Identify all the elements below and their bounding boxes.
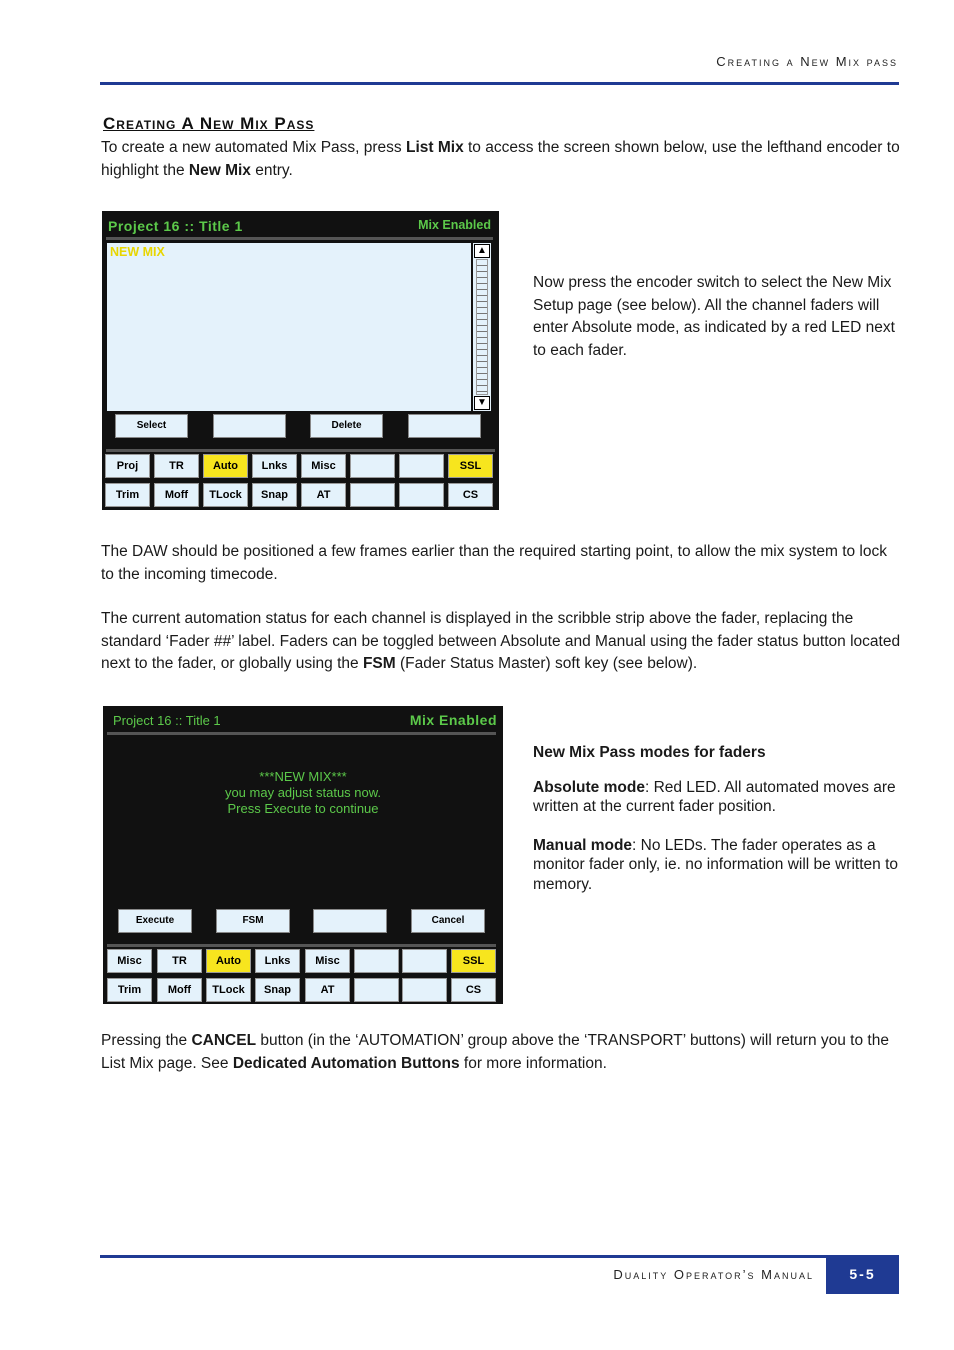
cancel-softkey[interactable]: Cancel <box>411 909 485 933</box>
key-lnks[interactable]: Lnks <box>252 454 297 478</box>
header-rule <box>100 82 899 85</box>
blank-softkey-3[interactable] <box>313 909 387 933</box>
list-item-new-mix[interactable]: NEW MIX <box>110 245 165 259</box>
modes-heading: New Mix Pass modes for faders <box>533 744 766 761</box>
key-tr[interactable]: TR <box>157 949 202 973</box>
mix-list[interactable] <box>107 243 471 411</box>
key-cs[interactable]: CS <box>451 978 496 1002</box>
key-ssl[interactable]: SSL <box>451 949 496 973</box>
intro-paragraph <box>101 137 901 182</box>
footer-manual-title: Duality Operator’s Manual <box>613 1267 814 1282</box>
key-moff[interactable]: Moff <box>154 483 199 507</box>
fader-modes-panel <box>533 743 901 894</box>
key-auto[interactable]: Auto <box>206 949 251 973</box>
key-tr[interactable]: TR <box>154 454 199 478</box>
intro-text-2: to access the screen shown below, use the lefthand encoder to highlight the <box>101 139 900 179</box>
key-ssl[interactable]: SSL <box>448 454 493 478</box>
key-blank-2[interactable] <box>399 454 444 478</box>
status-text-1: The current automation status for each channel is displayed in the scribble strip above the fader, replacing the standard ‘Fader ##’ label. Faders can be toggled between Absolute and Manual using the fader status button located next to the fader, or globally using the <box>101 610 901 672</box>
screen2-divider <box>107 732 496 735</box>
screen2-key-separator <box>107 944 496 947</box>
key-trim[interactable]: Trim <box>105 483 150 507</box>
key-blank-1[interactable] <box>354 949 399 973</box>
cancel-text-2: button (in the ‘AUTOMATION’ group above the ‘TRANSPORT’ buttons) will return you to the List Mix page. See <box>101 1032 889 1072</box>
daw-paragraph: The DAW should be positioned a few frames earlier than the required starting point, to allow the mix system to lock to the incoming timecode. <box>101 543 887 583</box>
key-misc-left[interactable]: Misc <box>107 949 152 973</box>
status-bold-fsm: FSM <box>362 655 396 672</box>
intro-bold-list-mix: List Mix <box>405 139 464 156</box>
key-blank-2[interactable] <box>402 949 447 973</box>
footer-rule <box>100 1255 899 1258</box>
status-text-2: (Fader Status Master) soft key (see below). <box>395 655 698 672</box>
key-trim[interactable]: Trim <box>107 978 152 1002</box>
new-mix-setup-screen <box>103 706 503 1004</box>
key-blank-4[interactable] <box>399 483 444 507</box>
adjust-status-message: you may adjust status now. <box>224 785 382 800</box>
execute-hint-message: Press Execute to continue <box>227 801 379 816</box>
manual-mode-text <box>533 836 901 895</box>
intro-text-1: To create a new automated Mix Pass, press <box>101 139 406 156</box>
key-tlock[interactable]: TLock <box>206 978 251 1002</box>
status-paragraph <box>101 608 901 676</box>
blank-softkey-1[interactable] <box>213 414 286 438</box>
manual-mode-desc: : No LEDs. The fader operates as a monitor fader only, ie. no information will be written to memory. <box>533 836 898 893</box>
screen1-divider <box>106 237 493 240</box>
key-blank-1[interactable] <box>350 454 395 478</box>
page-number: 5-5 <box>826 1258 899 1294</box>
cancel-paragraph <box>101 1030 901 1075</box>
key-lnks[interactable]: Lnks <box>255 949 300 973</box>
screen1-status: Mix Enabled <box>418 218 491 232</box>
key-blank-3[interactable] <box>354 978 399 1002</box>
key-snap[interactable]: Snap <box>252 483 297 507</box>
screen2-status: Mix Enabled <box>409 712 497 728</box>
side-text-1 <box>533 272 901 362</box>
delete-softkey[interactable]: Delete <box>310 414 383 438</box>
key-cs[interactable]: CS <box>448 483 493 507</box>
key-snap[interactable]: Snap <box>255 978 300 1002</box>
running-header: Creating a New Mix pass <box>716 54 898 69</box>
scroll-down-icon[interactable]: ▼ <box>474 396 490 410</box>
fsm-softkey[interactable]: FSM <box>216 909 290 933</box>
list-mix-screen <box>102 211 499 510</box>
screen2-title: Project 16 :: Title 1 <box>113 713 221 728</box>
absolute-mode-label: Absolute mode <box>533 778 645 796</box>
manual-mode-label: Manual mode <box>533 836 633 854</box>
key-at[interactable]: AT <box>301 483 346 507</box>
key-proj[interactable]: Proj <box>105 454 150 478</box>
cancel-text-3: for more information. <box>459 1054 607 1072</box>
intro-bold-new-mix: New Mix <box>188 161 251 179</box>
side-text-1-body: Now press the encoder switch to select the New Mix Setup page (see below). All the channel faders will enter Absolute mode, as indicated by a red LED next to each fader. <box>533 274 895 359</box>
key-auto[interactable]: Auto <box>203 454 248 478</box>
blank-softkey-2[interactable] <box>408 414 481 438</box>
scroll-track[interactable] <box>476 259 488 395</box>
key-misc[interactable]: Misc <box>301 454 346 478</box>
dedicated-buttons-bold: Dedicated Automation Buttons <box>232 1054 460 1072</box>
key-misc[interactable]: Misc <box>305 949 350 973</box>
key-blank-4[interactable] <box>402 978 447 1002</box>
section-title: Creating A New Mix Pass <box>103 114 315 133</box>
execute-softkey[interactable]: Execute <box>118 909 192 933</box>
key-tlock[interactable]: TLock <box>203 483 248 507</box>
screen1-title: Project 16 :: Title 1 <box>108 218 243 234</box>
cancel-text-1: Pressing the <box>101 1032 192 1049</box>
cancel-bold: CANCEL <box>191 1032 257 1049</box>
intro-text-3: entry. <box>250 161 293 179</box>
absolute-mode-text <box>533 778 901 817</box>
screen1-key-separator <box>106 449 495 452</box>
select-softkey[interactable]: Select <box>115 414 188 438</box>
key-blank-3[interactable] <box>350 483 395 507</box>
absolute-mode-desc: : Red LED. All automated moves are written at the current fader position. <box>533 778 896 815</box>
scroll-up-icon[interactable]: ▲ <box>474 244 490 258</box>
list-scrollbar[interactable] <box>473 243 491 411</box>
key-at[interactable]: AT <box>305 978 350 1002</box>
key-moff[interactable]: Moff <box>157 978 202 1002</box>
new-mix-message: ***NEW MIX*** <box>259 769 347 784</box>
